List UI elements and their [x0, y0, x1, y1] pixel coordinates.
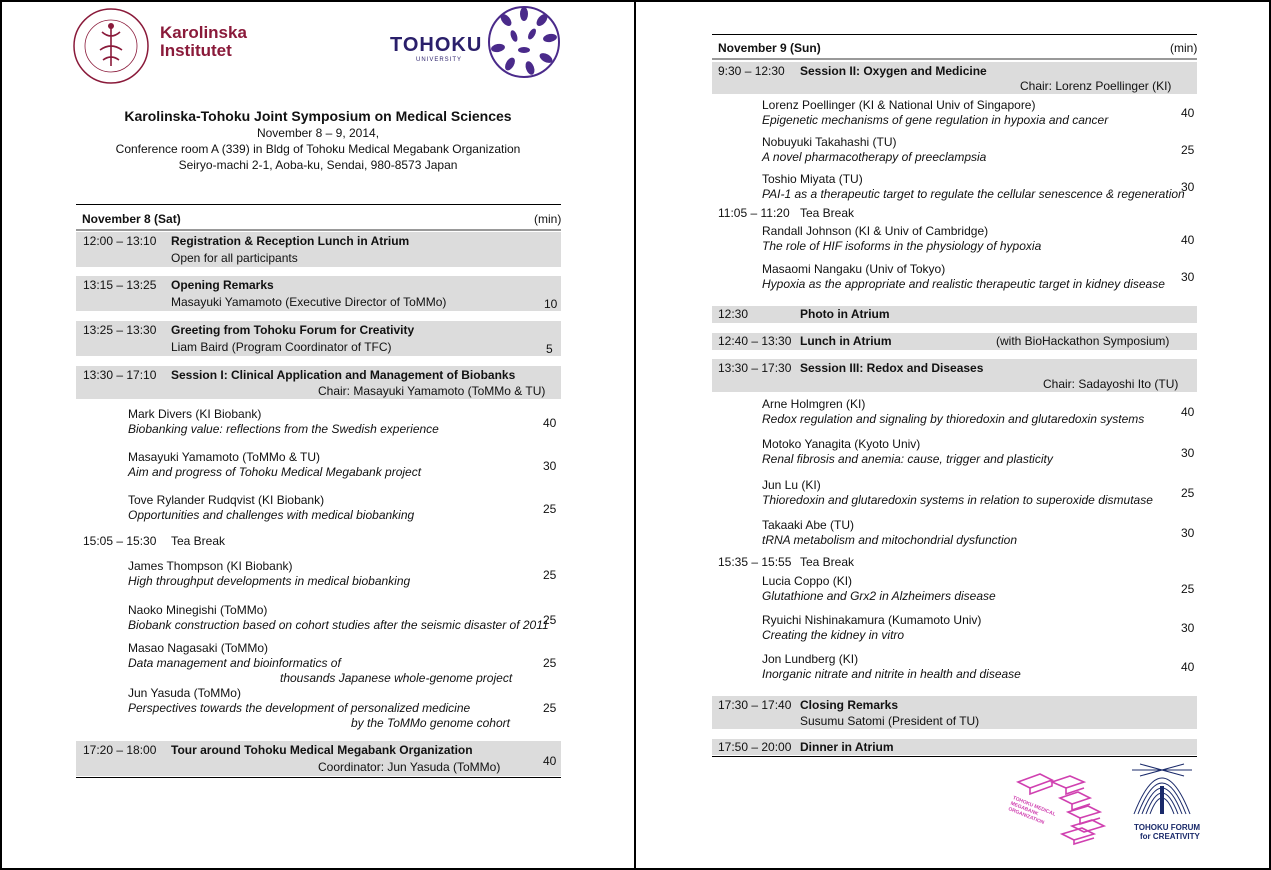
- day2-min-label: (min): [1170, 41, 1198, 55]
- day2-top-rule: [712, 34, 1197, 35]
- row-time: 17:50 – 20:00: [718, 740, 792, 754]
- ki-logo-line2: Institutet: [160, 41, 232, 60]
- row-time: 13:30 – 17:10: [83, 368, 157, 382]
- symposium-dates: November 8 – 9, 2014,: [256, 126, 380, 140]
- talk-item: [762, 262, 1197, 296]
- tea-break-time: 11:05 – 11:20: [718, 206, 790, 220]
- megabank-logo-text: TOHOKU MEDICAL MEGABANK ORGANIZATION: [1007, 795, 1057, 827]
- talk-title: tRNA metabolism and mitochondrial dysfunction: [762, 533, 1018, 547]
- talk-item: [128, 493, 561, 533]
- talk-minutes: 25: [1181, 143, 1195, 157]
- talk-speaker: Jun Yasuda (ToMMo): [128, 686, 241, 700]
- day2-label: November 9 (Sun): [718, 41, 821, 55]
- row-time: 17:20 – 18:00: [83, 743, 157, 757]
- talk-speaker: Naoko Minegishi (ToMMo): [128, 603, 268, 617]
- ki-seal-icon: [70, 6, 152, 86]
- tfc-logo-line1: TOHOKU FORUM: [1134, 823, 1201, 832]
- talk-title-line2: by the ToMMo genome cohort: [351, 716, 510, 730]
- talk-title: A novel pharmacotherapy of preeclampsia: [762, 150, 987, 164]
- talk-title: Inorganic nitrate and nitrite in health and disease: [762, 667, 1021, 681]
- talk-speaker: Lorenz Poellinger (KI & National Univ of Singapore): [762, 98, 1036, 112]
- talk-item: [762, 478, 1197, 512]
- row-speaker: Masayuki Yamamoto (Executive Director of ToMMo): [171, 295, 447, 309]
- day2-header-rule: [712, 58, 1197, 60]
- talk-minutes: 40: [1181, 405, 1195, 419]
- row-title: Tour around Tohoku Medical Megabank Organization: [171, 743, 473, 757]
- row-subtitle: Open for all participants: [171, 251, 298, 265]
- talk-title: Biobank construction based on cohort studies after the seismic disaster of 2011: [128, 618, 549, 632]
- session-chair: Chair: Lorenz Poellinger (KI): [1020, 79, 1172, 93]
- talk-minutes: 40: [543, 416, 557, 430]
- symposium-address: Seiryo-machi 2-1, Aoba-ku, Sendai, 980-8573 Japan: [178, 158, 458, 172]
- closing-remarks-row: [712, 696, 1197, 729]
- talk-item: [128, 559, 561, 599]
- row-time: 12:30: [718, 307, 749, 321]
- talk-title: High throughput developments in medical biobanking: [128, 574, 411, 588]
- lunch-row: [712, 333, 1197, 350]
- day1-min-label: (min): [534, 212, 562, 226]
- tour-coordinator: Coordinator: Jun Yasuda (ToMMo): [318, 760, 501, 774]
- row-title: Dinner in Atrium: [800, 740, 894, 754]
- talk-item: [762, 135, 1197, 169]
- day1-top-rule: [76, 204, 561, 205]
- row-time: 17:30 – 17:40: [718, 698, 792, 712]
- talk-title: The role of HIF isoforms in the physiology of hypoxia: [762, 239, 1042, 253]
- opening-remarks-row: [76, 276, 561, 311]
- row-title: Session I: Clinical Application and Management of Biobanks: [171, 368, 516, 382]
- talk-item: [128, 450, 561, 490]
- talk-item: [762, 652, 1197, 686]
- talk-speaker: Masao Nagasaki (ToMMo): [128, 641, 269, 655]
- tfc-logo-line2: for CREATIVITY: [1140, 832, 1200, 841]
- talk-speaker: Masayuki Yamamoto (ToMMo & TU): [128, 450, 321, 464]
- talk-minutes: 30: [1181, 621, 1195, 635]
- talk-title: Opportunities and challenges with medical biobanking: [128, 508, 415, 522]
- day2-bottom-rule: [712, 756, 1197, 757]
- session-chair: Chair: Masayuki Yamamoto (ToMMo & TU): [318, 384, 546, 398]
- talk-item: [762, 437, 1197, 471]
- lunch-note: (with BioHackathon Symposium): [996, 334, 1170, 348]
- talk-speaker: Ryuichi Nishinakamura (Kumamoto Univ): [762, 613, 982, 627]
- tour-row: [76, 741, 561, 776]
- talk-speaker: Takaaki Abe (TU): [762, 518, 855, 532]
- talk-speaker: Nobuyuki Takahashi (TU): [762, 135, 897, 149]
- row-time: 12:40 – 13:30: [718, 334, 792, 348]
- session-chair: Chair: Sadayoshi Ito (TU): [1043, 377, 1179, 391]
- greeting-row: [76, 321, 561, 356]
- tea-break-label: Tea Break: [800, 555, 855, 569]
- tea-break-label: Tea Break: [171, 534, 226, 548]
- symposium-title: Karolinska-Tohoku Joint Symposium on Medical Sciences: [124, 108, 512, 124]
- talk-title-line1: Perspectives towards the development of personalized medicine: [128, 701, 471, 715]
- tea-break-time: 15:05 – 15:30: [83, 534, 157, 548]
- talk-minutes: 40: [1181, 106, 1195, 120]
- talk-title: Creating the kidney in vitro: [762, 628, 905, 642]
- talk-item: [762, 574, 1197, 608]
- talk-title: PAI-1 as a therapeutic target to regulate the cellular senescence & regeneration: [762, 187, 1185, 201]
- page-divider: [634, 0, 636, 870]
- day1-bottom-rule: [76, 777, 561, 778]
- symposium-venue: Conference room A (339) in Bldg of Tohoku Medical Megabank Organization: [115, 142, 521, 156]
- dinner-row: [712, 739, 1197, 755]
- talk-item: [128, 603, 561, 643]
- row-title: Registration & Reception Lunch in Atrium: [171, 234, 410, 248]
- talk-speaker: Mark Divers (KI Biobank): [128, 407, 262, 421]
- talk-title: Redox regulation and signaling by thioredoxin and glutaredoxin systems: [762, 412, 1145, 426]
- registration-row: [76, 232, 561, 267]
- talk-item: [762, 224, 1197, 258]
- talk-minutes: 30: [1181, 270, 1195, 284]
- row-minutes: 5: [546, 342, 553, 356]
- tfc-logo-icon: [1130, 762, 1194, 818]
- talk-title-line2: thousands Japanese whole-genome project: [280, 671, 513, 685]
- talk-minutes: 25: [543, 656, 557, 670]
- talk-speaker: Motoko Yanagita (Kyoto Univ): [762, 437, 921, 451]
- talk-speaker: Jun Lu (KI): [762, 478, 821, 492]
- row-minutes: 10: [544, 297, 558, 311]
- talk-minutes: 25: [543, 502, 557, 516]
- row-time: 9:30 – 12:30: [718, 64, 785, 78]
- tea-break-time: 15:35 – 15:55: [718, 555, 792, 569]
- talk-minutes: 30: [1181, 446, 1195, 460]
- row-time: 12:00 – 13:10: [83, 234, 157, 248]
- talk-speaker: Tove Rylander Rudqvist (KI Biobank): [128, 493, 325, 507]
- talk-title: Epigenetic mechanisms of gene regulation in hypoxia and cancer: [762, 113, 1109, 127]
- session1-header-row: [76, 366, 561, 399]
- day1-label: November 8 (Sat): [82, 212, 181, 226]
- session3-header-row: [712, 359, 1197, 392]
- row-title: Lunch in Atrium: [800, 334, 892, 348]
- talk-minutes: 40: [1181, 233, 1195, 247]
- talk-speaker: Masaomi Nangaku (Univ of Tokyo): [762, 262, 946, 276]
- row-title: Session II: Oxygen and Medicine: [800, 64, 987, 78]
- talk-title: Aim and progress of Tohoku Medical Megabank project: [128, 465, 422, 479]
- talk-item: [762, 518, 1197, 552]
- talk-minutes: 30: [1181, 180, 1195, 194]
- talk-minutes: 30: [1181, 526, 1195, 540]
- talk-minutes: 25: [543, 568, 557, 582]
- talk-speaker: James Thompson (KI Biobank): [128, 559, 293, 573]
- row-title: Greeting from Tohoku Forum for Creativity: [171, 323, 415, 337]
- row-title: Opening Remarks: [171, 278, 274, 292]
- tea-break-label: Tea Break: [800, 206, 855, 220]
- talk-minutes: 25: [1181, 582, 1195, 596]
- row-time: 13:25 – 13:30: [83, 323, 157, 337]
- talk-item: [762, 98, 1197, 132]
- talk-item: [128, 641, 561, 687]
- talk-title: Biobanking value: reflections from the Swedish experience: [128, 422, 439, 436]
- talk-minutes: 40: [1181, 660, 1195, 674]
- tohoku-wordmark: TOHOKU: [390, 34, 483, 56]
- talk-title: Thioredoxin and glutaredoxin systems in relation to superoxide dismutase: [762, 493, 1153, 507]
- row-title: Closing Remarks: [800, 698, 899, 712]
- talk-title: Glutathione and Grx2 in Alzheimers disease: [762, 589, 996, 603]
- talk-item: [762, 397, 1197, 431]
- day1-header-rule: [76, 229, 561, 231]
- talk-title: Renal fibrosis and anemia: cause, trigger and plasticity: [762, 452, 1053, 466]
- row-title: Photo in Atrium: [800, 307, 890, 321]
- tohoku-emblem-icon: [484, 4, 564, 80]
- tohoku-sub-wordmark: UNIVERSITY: [416, 57, 463, 63]
- row-speaker: Liam Baird (Program Coordinator of TFC): [171, 340, 392, 354]
- ki-logo-line1: Karolinska: [160, 23, 247, 42]
- photo-row: [712, 306, 1197, 323]
- row-title: Session III: Redox and Diseases: [800, 361, 984, 375]
- session2-header-row: [712, 62, 1197, 94]
- talk-item: [762, 172, 1197, 206]
- talk-speaker: Jon Lundberg (KI): [762, 652, 859, 666]
- row-minutes: 40: [543, 754, 557, 768]
- talk-minutes: 30: [543, 459, 557, 473]
- talk-title-line1: Data management and bioinformatics of: [128, 656, 341, 670]
- row-time: 13:30 – 17:30: [718, 361, 792, 375]
- row-time: 13:15 – 13:25: [83, 278, 157, 292]
- talk-title: Hypoxia as the appropriate and realistic therapeutic target in kidney disease: [762, 277, 1165, 291]
- talk-speaker: Randall Johnson (KI & Univ of Cambridge): [762, 224, 989, 238]
- talk-minutes: 25: [1181, 486, 1195, 500]
- tohoku-logo-text: [390, 34, 482, 63]
- talk-minutes: 25: [543, 701, 557, 715]
- talk-item: [128, 407, 561, 447]
- row-speaker: Susumu Satomi (President of TU): [800, 714, 980, 728]
- talk-speaker: Lucia Coppo (KI): [762, 574, 853, 588]
- talk-item: [762, 613, 1197, 647]
- talk-minutes: 25: [543, 613, 557, 627]
- ki-logo-text: [160, 24, 247, 60]
- talk-speaker: Arne Holmgren (KI): [762, 397, 866, 411]
- talk-item: [128, 686, 561, 732]
- talk-speaker: Toshio Miyata (TU): [762, 172, 863, 186]
